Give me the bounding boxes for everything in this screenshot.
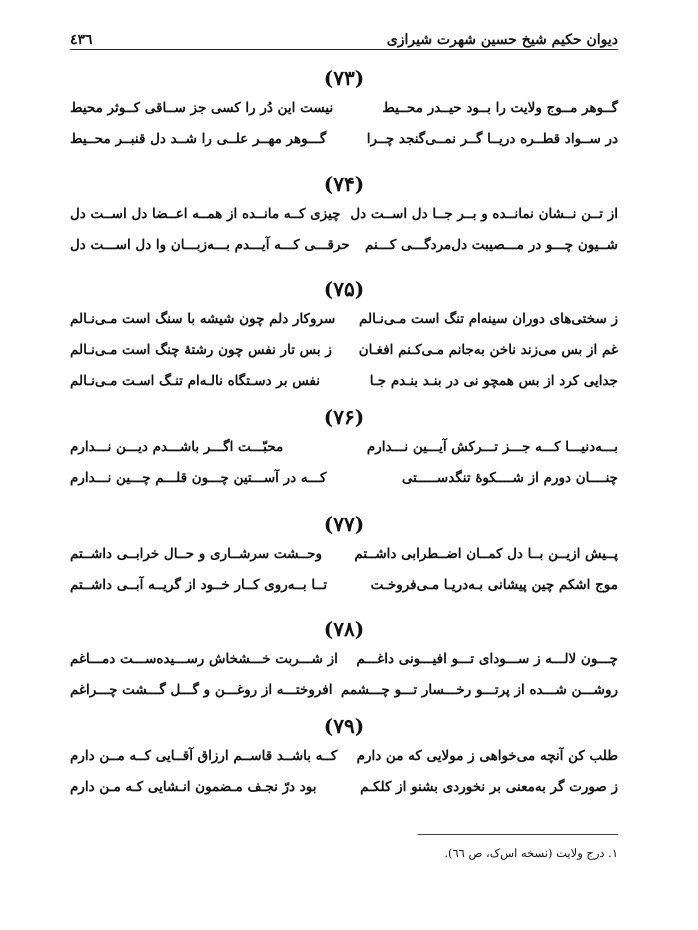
second-hemistich: محبّـــت اگـــر باشـــدم دیـــن نـــدارم	[70, 438, 284, 455]
first-hemistich: جدایی کرد از بس همچو نی در بنـد بنـدم جـا	[369, 372, 618, 389]
first-hemistich: چـــون لالـــه ز ســـودای تـــو افیـــونی داغـــم	[356, 650, 618, 667]
first-hemistich: غم از بس می‌زند ناخن به‌جانم مـی‌کـنم افغـان	[358, 341, 618, 358]
second-hemistich: چیزی کــه مانــده از همــه اعــضا دل اســت دل	[70, 205, 341, 222]
verse-line	[70, 229, 618, 260]
verse-line	[70, 538, 618, 569]
page-header	[70, 20, 618, 48]
second-hemistich: ز بس تار نفس چون رشتهٔ چنگ است مـی‌نـالم	[70, 341, 332, 358]
poem-section	[70, 64, 618, 154]
poem-section	[70, 712, 618, 802]
second-hemistich: کـــه در آســـتین چـــون قلـــم چـــین نـــدارم	[70, 469, 327, 486]
verse-line	[70, 431, 618, 462]
verse-line	[70, 198, 618, 229]
header-rule	[70, 49, 618, 50]
second-hemistich: از شـــربت خـــشخاش رســـیده‌ســـت دمـــاغم	[70, 650, 338, 667]
verse-line	[70, 303, 618, 334]
first-hemistich: طلب کن آنچه می‌خواهی ز مولایی که من دارم	[356, 747, 618, 764]
footnote-rule	[418, 834, 618, 835]
verse-line	[70, 740, 618, 771]
first-hemistich: گــوهر مــوج ولایت را بــود حیــدر محــیط	[382, 99, 618, 116]
first-hemistich: روشـــن شـــده از پرتـــو رخـــسار تـــو چـــشمم	[340, 681, 618, 698]
second-hemistich: حرقـــی کـــه آیـــدم بـــه‌زبـــان وا دل اســـت دل	[70, 236, 350, 253]
poem-number: (۷۵)	[323, 277, 365, 301]
first-hemistich: در ســواد قطــره دریــا گــر نمــی‌گنجد چــرا	[366, 130, 618, 147]
first-hemistich: موج اشکم چین پیشانی بـه‌دریـا مـی‌فروخـت	[370, 576, 618, 593]
page-number: ٤٣٦	[70, 32, 93, 48]
second-hemistich: سروکار دلم چون شیشه با سنگ است مـی‌نـالم	[70, 310, 336, 327]
first-hemistich: چنــــان دورم از شــــکوهٔ تنگدســـــتی	[401, 469, 618, 486]
verse-line	[70, 462, 618, 493]
first-hemistich: از تــن نــشان نمانــده و بــر جــا دل اســت دل	[350, 205, 618, 222]
first-hemistich: شــیون چـــو در مـــصیبت دل‌مردگـــی کـــنم	[364, 236, 618, 253]
first-hemistich: بـــه‌دنیـــا کـــه جـــز تـــرکش آیـــین نـــدارم	[366, 438, 618, 455]
poem-number: (۷۶)	[323, 405, 365, 429]
verse-line	[70, 334, 618, 365]
second-hemistich: تــا بــه‌روی کــار خــود از گریــه آبــی داشــتم	[70, 576, 328, 593]
second-hemistich: وحــشت سرشــاری و حــال خرابــی داشــتم	[70, 545, 322, 562]
verse-line	[70, 569, 618, 600]
second-hemistich: بود درّ نجـف مـضمون انـشایی کـه مـن دارم	[70, 778, 317, 795]
verse-line	[70, 365, 618, 396]
poem-number: (۷۴)	[323, 172, 365, 196]
verse-line	[70, 674, 618, 705]
second-hemistich: کــه باشــد قاســم ارزاق آقــایی کــه مــن دارم	[70, 747, 338, 764]
verse-line	[70, 771, 618, 802]
poem-number: (۷۳)	[323, 66, 365, 90]
second-hemistich: نفس بر دسـتگاه نالـه‌ام تنـگ اسـت مـی‌نـالم	[70, 372, 320, 389]
first-hemistich: ز صورت گر به‌معنی بر نخوردی بشنو از کلکـم	[360, 778, 618, 795]
poem-number: (۷۹)	[323, 714, 365, 738]
poem-section	[70, 275, 618, 396]
verse-line	[70, 643, 618, 674]
poem-section	[70, 510, 618, 600]
second-hemistich: نیست این دُر را کسی جز ســاقی کــوثر محیط	[70, 99, 334, 116]
first-hemistich: ز سختی‌های دوران سینه‌ام تنگ است مـی‌نـالم	[359, 310, 618, 327]
second-hemistich: گـــوهر مهــر علــی را شــد دل قنبــر محــیط	[70, 130, 327, 147]
poem-number: (۷۷)	[323, 512, 365, 536]
poem-number: (۷۸)	[323, 617, 365, 641]
running-title: دیوان حکیم شیخ حسین شهرت شیرازی	[386, 32, 618, 48]
poem-section	[70, 615, 618, 705]
second-hemistich: افروختـــه از روغـــن و گـــل گـــشت چـــراغم	[70, 681, 333, 698]
poem-section	[70, 403, 618, 493]
verse-line	[70, 92, 618, 123]
poem-section	[70, 170, 618, 260]
footnote: ١. درج ولایت (نسخه اس‌ک، ص ٦٦).	[444, 846, 618, 860]
first-hemistich: پــیش ازیــن بــا دل کمــان اضــطرابی داشــتم	[354, 545, 618, 562]
verse-line	[70, 123, 618, 154]
